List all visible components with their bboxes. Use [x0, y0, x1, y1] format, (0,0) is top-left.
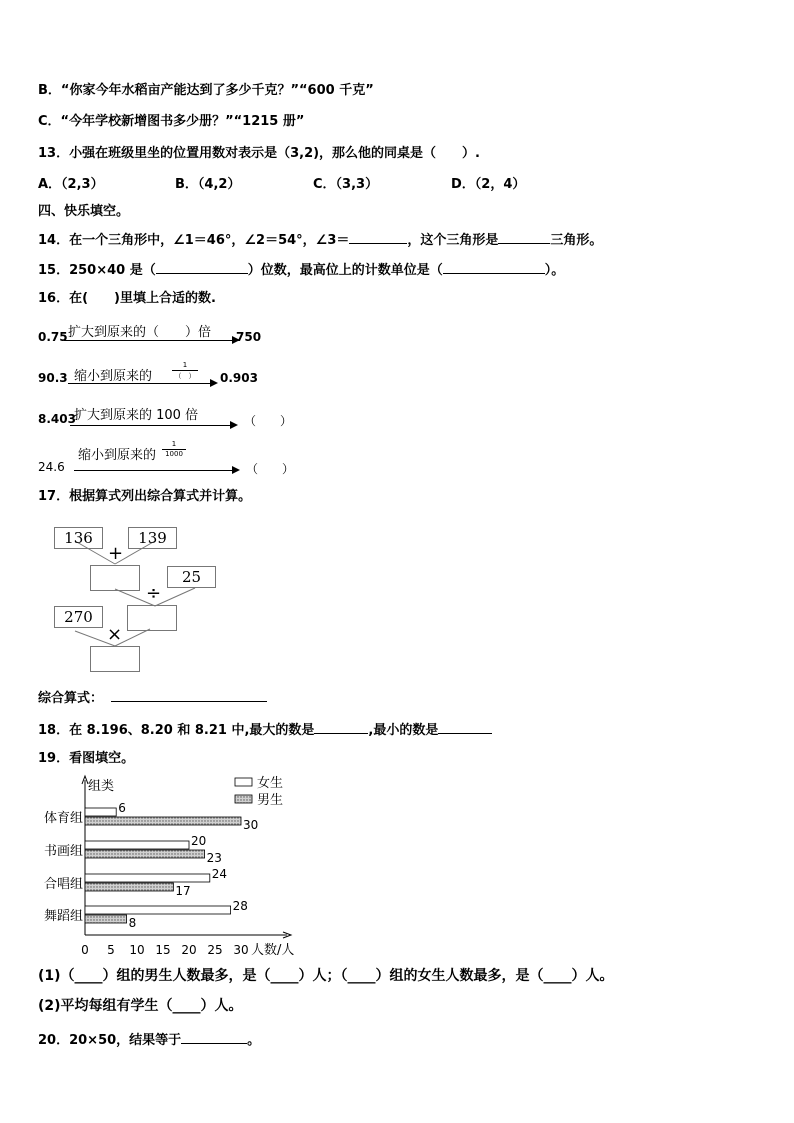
- q20: [38, 1029, 260, 1050]
- q16-row-1: [38, 320, 298, 350]
- q14-blank-2[interactable]: [498, 229, 550, 244]
- x-tick-label: 25: [207, 943, 223, 957]
- x-tick-label: 5: [107, 943, 115, 957]
- q16-row3-left: 8.403: [38, 412, 76, 426]
- bar-girls: [85, 841, 189, 849]
- x-tick-label: 15: [155, 943, 171, 957]
- q12-option-b: B．“你家今年水稻亩产能达到了多少千克？”“600 千克”: [38, 83, 374, 98]
- q17-box-136: 136: [54, 527, 103, 549]
- q16-row4-right: （ ）: [246, 462, 295, 476]
- q16-row4-frac-num: 1: [171, 440, 177, 448]
- q16-row4-label: 缩小到原来的: [78, 448, 157, 463]
- q15: [38, 259, 564, 280]
- q17-blank-sum[interactable]: [90, 565, 140, 591]
- q17-formula-label: 综合算式：: [38, 691, 104, 706]
- q16-row1-left: 0.75: [38, 330, 68, 344]
- x-axis-label: 人数/人: [251, 943, 295, 958]
- q15-text-b: ）位数，最高位上的计数单位是（: [247, 263, 443, 278]
- y-axis-label: 组类: [88, 779, 115, 794]
- arrow-line: [74, 470, 232, 471]
- q15-text-a: 15．250×40 是（: [38, 263, 156, 278]
- q18-blank-1[interactable]: [314, 719, 368, 734]
- category-label: 体育组: [43, 811, 83, 826]
- legend-label: 男生: [257, 793, 284, 808]
- q19-stem: 19．看图填空。: [38, 751, 135, 766]
- q15-blank-2[interactable]: [443, 259, 545, 274]
- q14-text-a: 14．在一个三角形中，∠1＝46°，∠2＝54°，∠3＝: [38, 233, 350, 248]
- x-tick-label: 0: [81, 943, 89, 957]
- bar-value-label: 20: [191, 834, 207, 848]
- q19-sub2: (2)平均每组有学生（____）人。: [38, 998, 243, 1014]
- q16-row-2: [38, 361, 298, 391]
- section-title: 四、快乐填空。: [38, 204, 130, 219]
- bar-value-label: 23: [206, 851, 222, 865]
- bar-value-label: 8: [128, 916, 137, 930]
- q16-row-3: [38, 402, 298, 432]
- multiply-icon: ×: [107, 624, 123, 645]
- bar-value-label: 24: [211, 867, 228, 881]
- q14-text-c: 三角形。: [550, 233, 603, 248]
- q14-blank-1[interactable]: [349, 229, 407, 244]
- bar-girls: [85, 874, 210, 882]
- q19-bar-chart: [30, 772, 330, 964]
- q17-box-25: 25: [167, 566, 216, 588]
- arrow-line: [68, 383, 210, 384]
- q16-row4-left: 24.6: [38, 460, 65, 474]
- x-tick-label: 10: [129, 943, 145, 957]
- q16-row2-frac-den: （ ）: [174, 372, 196, 380]
- arrow-head-icon: [210, 379, 218, 387]
- q17-formula-blank[interactable]: [111, 687, 267, 702]
- bar-boys: [85, 915, 127, 923]
- q17-blank-quotient[interactable]: [127, 605, 177, 631]
- q13-option-d: D．（2，4）: [451, 177, 526, 192]
- arrow-head-icon: [232, 466, 240, 474]
- legend-swatch-boys: [235, 795, 252, 803]
- bar-value-label: 17: [175, 884, 191, 898]
- q14: [38, 229, 602, 250]
- q16-row1-label: 扩大到原来的（ ）倍: [68, 325, 212, 340]
- q17-box-139: 139: [128, 527, 177, 549]
- arrow-line: [70, 425, 230, 426]
- x-tick-label: 20: [181, 943, 197, 957]
- category-label: 合唱组: [43, 877, 83, 892]
- arrow-head-icon: [230, 421, 238, 429]
- q16-row2-label: 缩小到原来的: [74, 369, 153, 384]
- q16-stem: 16．在( )里填上合适的数.: [38, 291, 216, 306]
- bar-boys: [85, 883, 173, 891]
- q19-sub1: (1)（____）组的男生人数最多，是（____）人；（____）组的女生人数最多，是（____）人。: [38, 968, 614, 984]
- q17-formula: [38, 687, 267, 708]
- q16-row2-frac-num: 1: [182, 361, 188, 369]
- category-label: 书画组: [43, 844, 83, 859]
- q16-row4-frac-den: 1000: [165, 450, 183, 458]
- q16-row2-right: 0.903: [220, 371, 258, 385]
- q18-text-b: ,最小的数是: [368, 723, 439, 738]
- bar-girls: [85, 808, 116, 816]
- legend-label: 女生: [257, 776, 284, 791]
- divide-icon: ÷: [146, 583, 162, 604]
- legend-swatch-girls: [235, 778, 252, 786]
- q20-blank[interactable]: [181, 1029, 247, 1044]
- q15-blank-1[interactable]: [156, 259, 248, 274]
- q17-box-270: 270: [54, 606, 103, 628]
- q13-stem: 13．小强在班级里坐的位置用数对表示是（3,2)，那么他的同桌是（ ）.: [38, 146, 481, 161]
- bar-boys: [85, 850, 205, 858]
- bar-girls: [85, 906, 231, 914]
- q15-text-c: ）。: [544, 263, 565, 278]
- q16-row2-left: 90.3: [38, 371, 68, 385]
- q13-option-a: A．（2,3）: [38, 177, 104, 192]
- q20-text-b: 。: [247, 1033, 261, 1048]
- q20-text-a: 20．20×50，结果等于: [38, 1033, 182, 1048]
- q14-text-b: ，这个三角形是: [407, 233, 499, 248]
- bar-value-label: 6: [118, 801, 126, 815]
- q13-option-c: C．（3,3）: [313, 177, 379, 192]
- plus-icon: +: [108, 543, 124, 564]
- arrow-line: [64, 340, 232, 341]
- q18: [38, 719, 492, 740]
- q16-row-4: [38, 440, 298, 474]
- q17-blank-product[interactable]: [90, 646, 140, 672]
- bar-value-label: 28: [232, 899, 248, 913]
- category-label: 舞蹈组: [43, 909, 83, 924]
- q16-row3-label: 扩大到原来的 100 倍: [74, 408, 199, 423]
- bar-value-label: 30: [243, 818, 259, 832]
- q18-text-a: 18．在 8.196、8.20 和 8.21 中,最大的数是: [38, 723, 315, 738]
- q17-stem: 17．根据算式列出综合算式并计算。: [38, 489, 252, 504]
- q12-option-c: C．“今年学校新增图书多少册？”“1215 册”: [38, 114, 305, 129]
- q18-blank-2[interactable]: [438, 719, 492, 734]
- x-tick-label: 30: [233, 943, 249, 957]
- q16-row3-right: （ ）: [244, 414, 293, 428]
- q16-row1-right: 750: [236, 330, 262, 344]
- q13-option-b: B．（4,2）: [175, 177, 241, 192]
- bar-boys: [85, 817, 241, 825]
